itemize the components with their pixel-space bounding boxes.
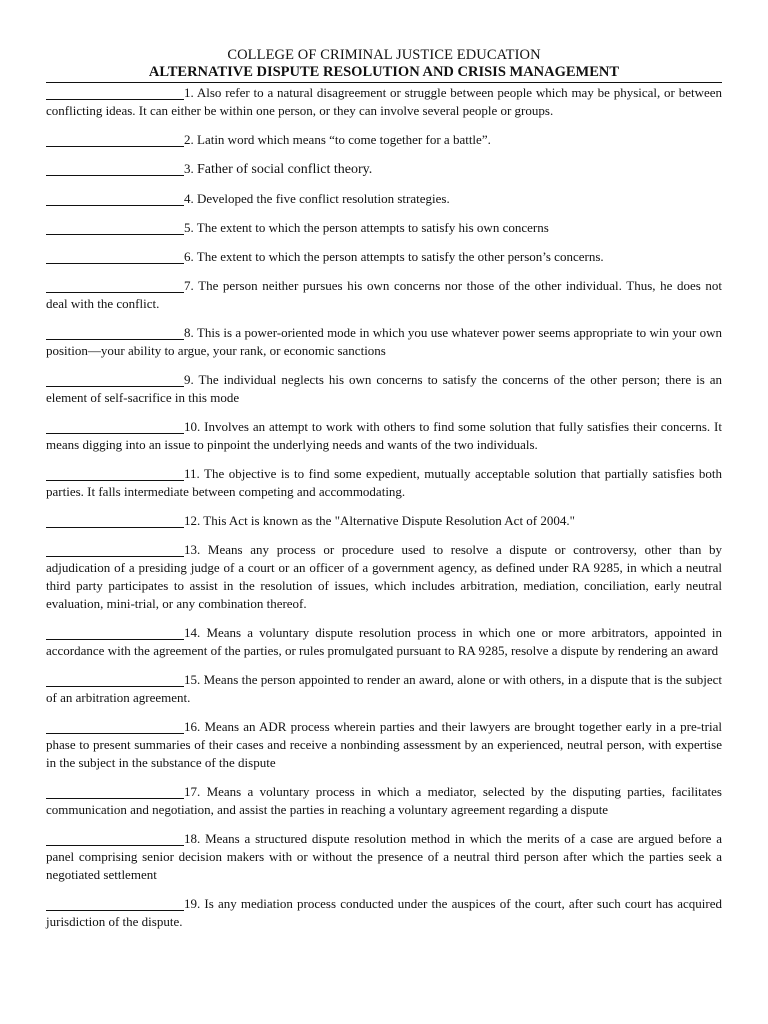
answer-blank[interactable] — [46, 85, 184, 100]
answer-blank[interactable] — [46, 466, 184, 481]
answer-blank[interactable] — [46, 419, 184, 434]
question-item-13: 13. Means any process or procedure used to resolve a dispute or controversy, other than by adjudication of a presiding judge of a court or an officer of a government agency, as defined under RA 9285, in which a neutral third party participates to assist in the resolution of issues, which includes arbitration, mediation, conciliation, early neutral evaluation, mini-trial, or any combination thereof. — [46, 542, 722, 611]
answer-blank[interactable] — [46, 191, 184, 206]
document-header — [46, 47, 722, 83]
answer-blank[interactable] — [46, 372, 184, 387]
answer-blank[interactable] — [46, 249, 184, 264]
question-item-2: 2. Latin word which means “to come together for a battle”. — [46, 131, 722, 149]
question-item-12: 12. This Act is known as the "Alternative Dispute Resolution Act of 2004." — [46, 512, 722, 530]
answer-blank[interactable] — [46, 896, 184, 911]
question-item-6: 6. The extent to which the person attempts to satisfy the other person’s concerns. — [46, 248, 722, 266]
answer-blank[interactable] — [46, 513, 184, 528]
question-item-8: 8. This is a power-oriented mode in which you use whatever power seems appropriate to win your own position—your ability to argue, your rank, or economic sanctions — [46, 325, 722, 358]
answer-blank[interactable] — [46, 831, 184, 846]
answer-blank[interactable] — [46, 325, 184, 340]
worksheet-page — [46, 47, 722, 942]
college-title: COLLEGE OF CRIMINAL JUSTICE EDUCATION — [227, 47, 541, 63]
question-list — [46, 84, 722, 931]
answer-blank[interactable] — [46, 784, 184, 799]
question-item-11: 11. The objective is to find some expedient, mutually acceptable solution that partially satisfies both parties. It falls intermediate between competing and accommodating. — [46, 466, 722, 499]
answer-blank[interactable] — [46, 625, 184, 640]
question-item-14: 14. Means a voluntary dispute resolution process in which one or more arbitrators, appointed in accordance with the agreement of the parties, or rules promulgated pursuant to RA 9285, resolve a dispute by rendering an award — [46, 625, 723, 658]
answer-blank[interactable] — [46, 278, 184, 293]
answer-blank[interactable] — [46, 719, 184, 734]
question-item-5: 5. The extent to which the person attempts to satisfy his own concerns — [46, 219, 722, 237]
answer-blank[interactable] — [46, 220, 184, 235]
answer-blank[interactable] — [46, 542, 184, 557]
question-item-16: 16. Means an ADR process wherein parties and their lawyers are brought together early in a pre-trial phase to present summaries of their cases and receive a nonbinding assessment by an experienced, neutral person, with expertise in the subject in the substance of the dispute — [46, 719, 722, 770]
question-item-9: 9. The individual neglects his own concerns to satisfy the concerns of the other person; there is an element of self-sacrifice in this mode — [46, 372, 722, 405]
subject-title: ALTERNATIVE DISPUTE RESOLUTION AND CRISIS MANAGEMENT — [148, 64, 620, 80]
question-item-18: 18. Means a structured dispute resolution method in which the merits of a case are argued before a panel comprising senior decision makers with or without the presence of a neutral third person after which the parties seek a negotiated settlement — [46, 831, 723, 882]
question-item-7: 7. The person neither pursues his own concerns nor those of the other individual. Thus, he does not deal with the conflict. — [46, 278, 723, 311]
question-item-4: 4. Developed the five conflict resolution strategies. — [46, 190, 722, 208]
question-item-10: 10. Involves an attempt to work with others to find some solution that fully satisfies their concerns. It means digging into an issue to pinpoint the underlying needs and wants of the two individuals. — [46, 419, 722, 452]
answer-blank[interactable] — [46, 672, 184, 687]
question-item-15: 15. Means the person appointed to render an award, alone or with others, in a dispute that is the subject of an arbitration agreement. — [46, 672, 723, 705]
answer-blank[interactable] — [46, 161, 184, 176]
question-item-17: 17. Means a voluntary process in which a mediator, selected by the disputing parties, facilitates communication and negotiation, and assist the parties in reaching a voluntary agreement regarding a dispute — [46, 784, 722, 817]
answer-blank[interactable] — [46, 132, 184, 147]
question-item-1: 1. Also refer to a natural disagreement or struggle between people which may be physical, or between conflicting ideas. It can either be within one person, or they can involve several people or groups. — [46, 85, 722, 118]
header-divider — [46, 82, 722, 83]
question-item-19: 19. Is any mediation process conducted under the auspices of the court, after such court has acquired jurisdiction of the dispute. — [46, 896, 723, 929]
question-item-3: 3. Father of social conflict theory. — [46, 160, 722, 179]
